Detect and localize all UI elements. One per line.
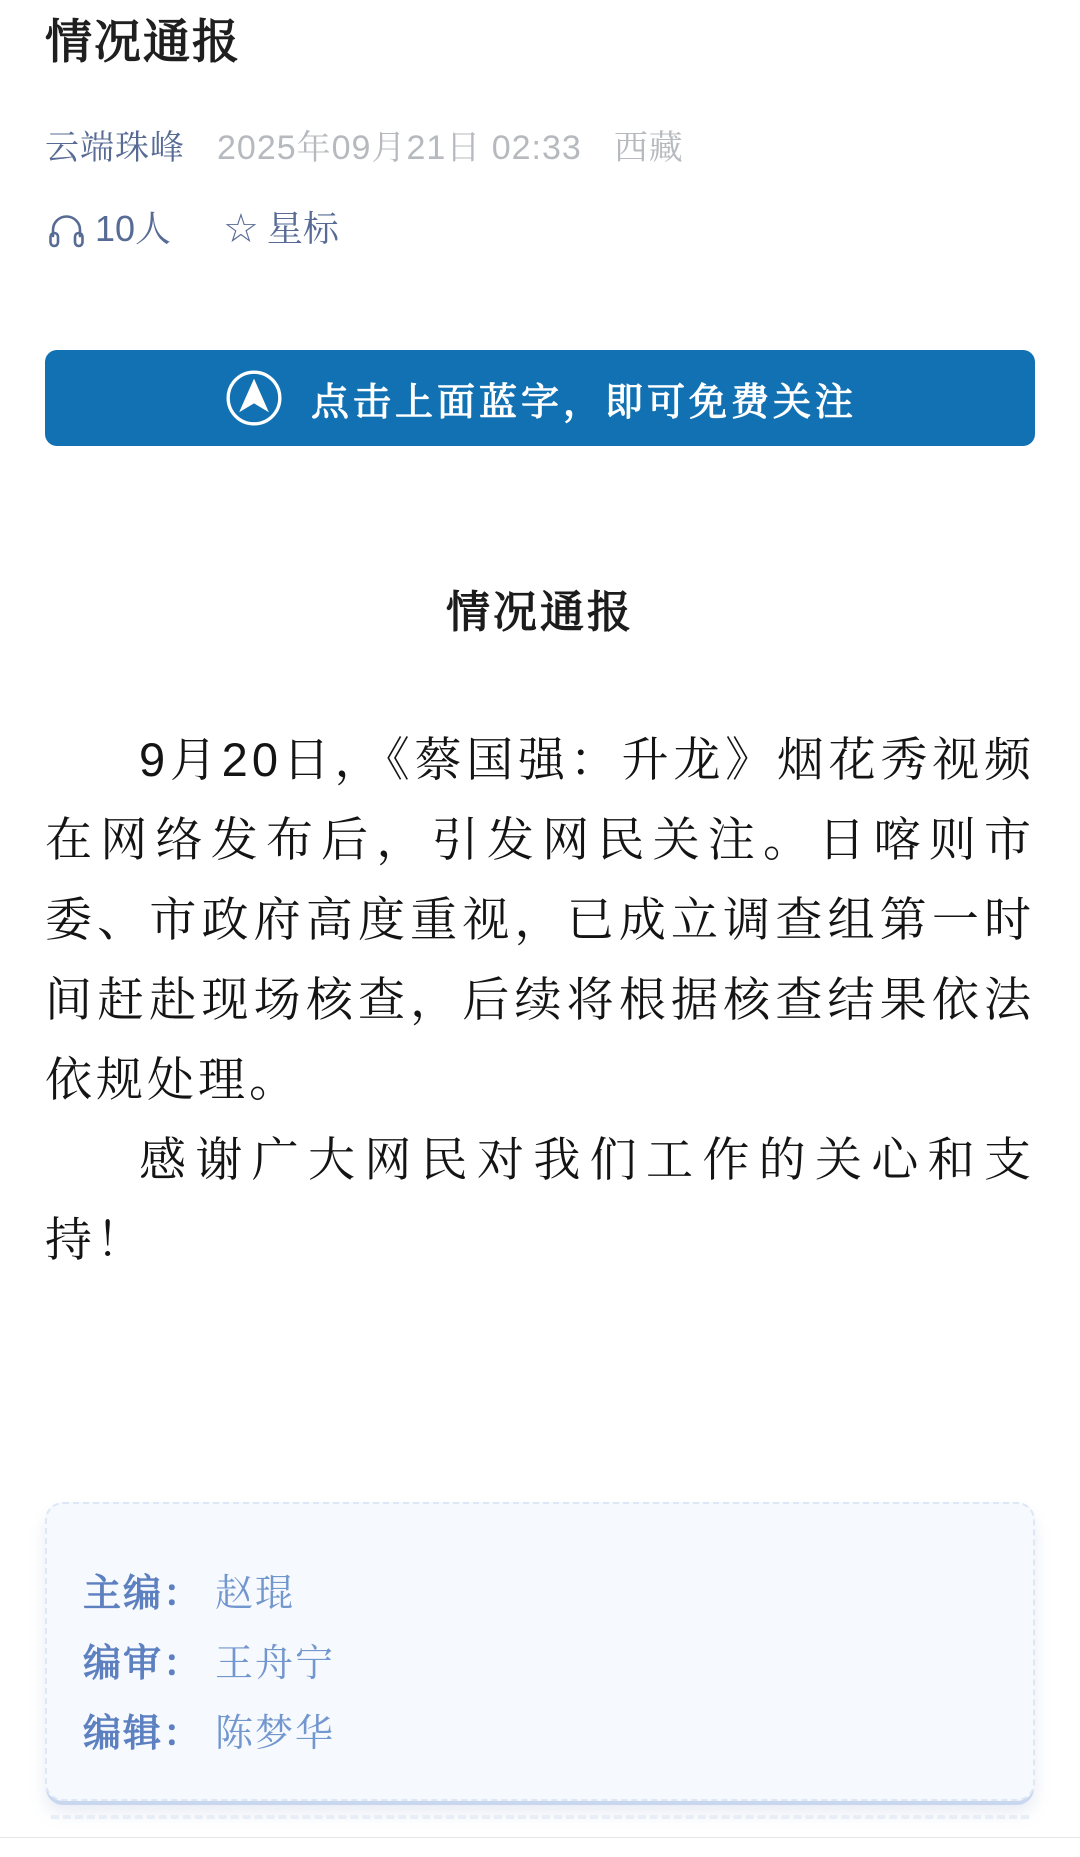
headphones-icon: [45, 208, 87, 250]
star-button[interactable]: [223, 208, 339, 250]
credit-label: 主编：: [83, 1573, 204, 1615]
credit-row-chief-editor: [83, 1559, 997, 1629]
article-meta: [45, 128, 1035, 168]
arrow-up-circle-icon: [223, 367, 285, 429]
body-paragraph: 9月20日，《蔡国强：升龙》烟花秀视频在网络发布后，引发网民关注。日喀则市委、市政府高度重视，已成立调查组第一时间赶赴现场核查，后续将根据核查结果依法依规处理。: [45, 733, 1035, 1106]
body-paragraph: 感谢广大网民对我们工作的关心和支持！: [45, 1133, 1035, 1266]
follow-banner[interactable]: [45, 350, 1035, 446]
star-label: 星标: [266, 208, 339, 249]
content-heading: 情况通报: [446, 588, 634, 637]
follow-banner-text: 点击上面蓝字，即可免费关注: [310, 381, 857, 424]
article-stats: [45, 208, 1035, 250]
listen-count: 10人: [95, 208, 172, 249]
bottom-divider: [0, 1837, 1080, 1838]
publish-location: 西藏: [613, 129, 684, 167]
page-title: 情况通报: [45, 15, 241, 68]
credit-label: 编辑：: [83, 1713, 204, 1755]
article-body: [45, 720, 1035, 1280]
credit-name: 王舟宁: [215, 1643, 336, 1685]
credit-name: 陈梦华: [215, 1713, 336, 1755]
listen-button[interactable]: [45, 208, 171, 250]
publish-date: 2025年09月21日 02:33: [217, 129, 582, 167]
star-icon: ☆: [223, 207, 259, 251]
decorative-dashed-strip: [51, 1815, 1029, 1819]
credit-row-reviewer: [83, 1629, 997, 1699]
credit-label: 编审：: [83, 1643, 204, 1685]
account-name-link[interactable]: 云端珠峰: [45, 129, 185, 167]
credit-row-editor: [83, 1699, 997, 1769]
article-page: [0, 14, 1080, 1838]
credit-name: 赵琨: [215, 1573, 296, 1615]
credits-card: [45, 1502, 1035, 1801]
